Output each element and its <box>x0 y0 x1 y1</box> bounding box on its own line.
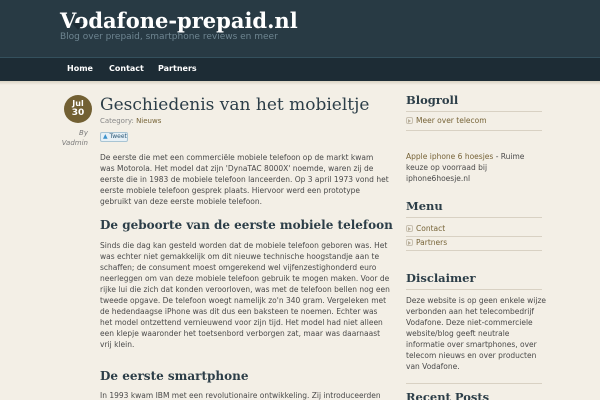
promo-text: - Ruime keuze op voorraad bij iphone6hoesje.nl <box>406 152 525 183</box>
post-paragraph-3: In 1993 kwam IBM met een revolutionaire ontwikkeling. Zij introduceerden <box>100 391 381 400</box>
promo-text-block <box>406 151 546 184</box>
menu-item-rule <box>406 250 542 251</box>
tweet-label: Tweet <box>109 133 127 140</box>
post-date-badge <box>64 95 92 123</box>
blogroll-rule <box>406 111 542 112</box>
disclaimer-text: Deze website is op geen enkele wijze verbonden aan het telecombedrijf Vodafone. Deze niet-commerciele website/blog geeft neutrale informatie over smartphones, over telecom nieuws en over producten van Vodafone. <box>406 296 546 371</box>
bullet-arrow-icon <box>406 117 413 124</box>
recent-posts-rule <box>406 383 542 384</box>
nav-partners[interactable]: Partners <box>158 64 197 73</box>
blogroll-link[interactable] <box>406 116 487 125</box>
menu-item-rule <box>406 236 542 237</box>
post-author[interactable]: Vadmin <box>61 139 88 147</box>
byline-label: By <box>79 129 88 137</box>
post-date-month: Jul <box>72 99 84 108</box>
menu-item-label: Contact <box>416 224 446 233</box>
site-title[interactable]: Vodafone-prepaid.nl <box>60 8 298 33</box>
category-link[interactable]: Nieuws <box>136 117 162 125</box>
tweet-button[interactable] <box>100 132 128 142</box>
twitter-bird-icon: ▲ <box>103 133 108 140</box>
menu-item-partners[interactable] <box>406 238 447 247</box>
recent-posts-heading: Recent Posts <box>406 390 490 400</box>
post-paragraph-2: Sinds die dag kan gesteld worden dat de mobiele telefoon geboren was. Het was echter niet gemakkelijk om dit nieuwe technische hoogstandje aan te schaffen; de consument moest omgerekend wel vijfenzestighonderd euro neerleggen om van deze mobiele telefoon gebruik te mogen maken. Voor de rijke lui die zich dat konden veroorloven, was met de telefoon bellen nog een tweede opgave. De telefoon woegt namelijk zo'n 340 gram. Vergeleken met de hedendaagse iPhone was dit dus een baksteen te noemen. Echter was het model ontzettend vernieuwend voor zijn tijd. Het model had niet alleen een klepje waaronder het toetsenbord verborgen zat, maar was daarnaast vrij klein. <box>100 241 390 349</box>
menu-rule <box>406 217 542 218</box>
disclaimer-rule <box>406 289 542 290</box>
post-date-day: 30 <box>71 108 85 118</box>
post-paragraph-1: De eerste die met een commerciële mobiele telefoon op de markt kwam was Motorola. Het model dat zijn 'DynaTAC 8000X' noemde, waren zij de eerste die in 1983 de mobiele telefoon lanceerden. Op 3 april 1973 vond het eerste mobiele telefoon gesprek plaats. Hiervoor werd een prototype gebruikt van deze eerste mobiele telefoon. <box>100 153 389 206</box>
blogroll-link-label: Meer over telecom <box>416 116 487 125</box>
post-category <box>100 117 161 125</box>
post-byline <box>60 128 88 148</box>
site-tagline: Blog over prepaid, smartphone reviews en meer <box>60 32 278 42</box>
active-nav-indicator <box>72 23 84 30</box>
main-nav <box>0 57 600 81</box>
blogroll-item-rule <box>406 130 542 131</box>
nav-home[interactable]: Home <box>67 64 93 73</box>
blogroll-heading: Blogroll <box>406 93 459 107</box>
section-heading-1: De geboorte van de eerste mobiele telefoon <box>100 218 393 232</box>
bullet-arrow-icon <box>406 239 413 246</box>
menu-item-label: Partners <box>416 238 448 247</box>
disclaimer-heading: Disclaimer <box>406 271 476 285</box>
menu-item-contact[interactable] <box>406 224 445 233</box>
nav-contact[interactable]: Contact <box>109 64 144 73</box>
category-label: Category: <box>100 117 134 125</box>
promo-link[interactable]: Apple iphone 6 hoesjes <box>406 152 494 161</box>
nav-shadow <box>0 81 600 85</box>
menu-heading: Menu <box>406 199 443 213</box>
site-header <box>0 0 600 57</box>
section-heading-2: De eerste smartphone <box>100 369 249 383</box>
post-title[interactable]: Geschiedenis van het mobieltje <box>100 95 370 115</box>
bullet-arrow-icon <box>406 225 413 232</box>
